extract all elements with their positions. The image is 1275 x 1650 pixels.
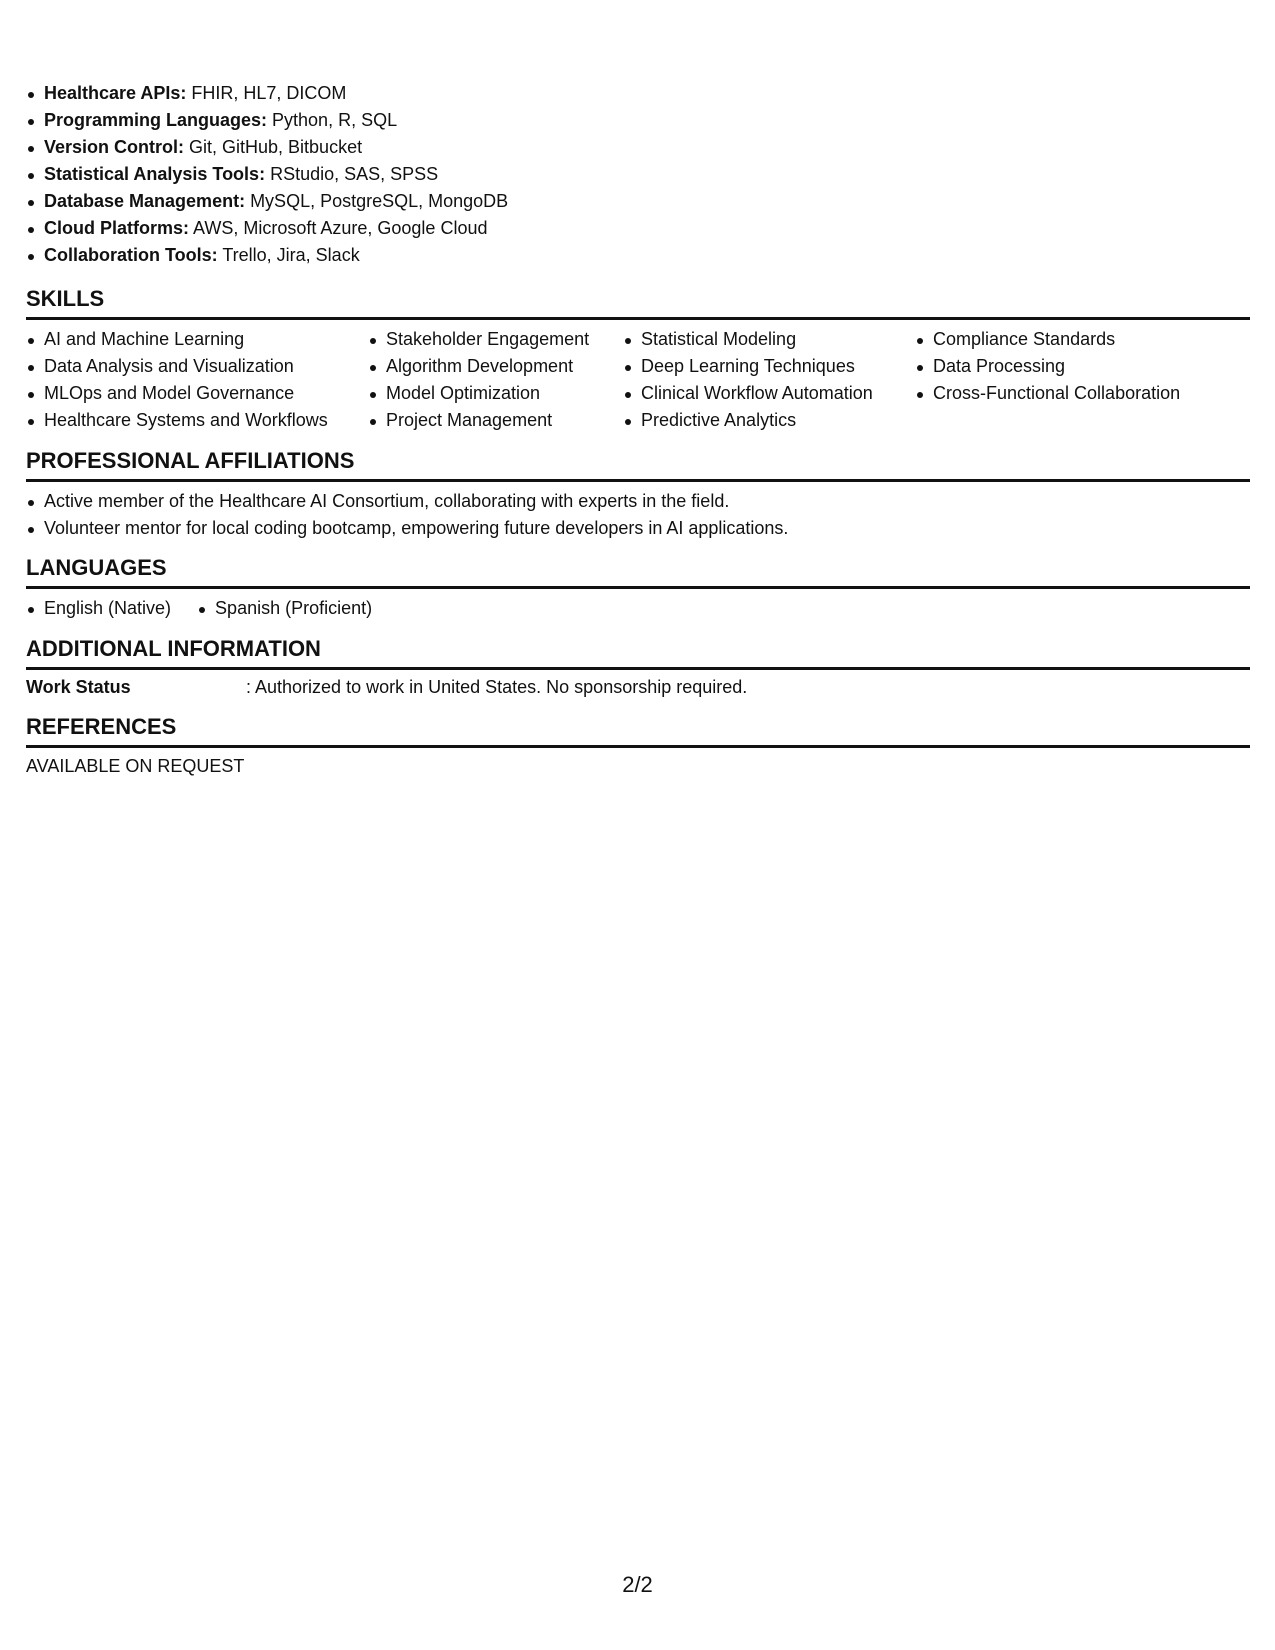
tool-label: Database Management: [44,191,246,211]
section-divider [26,745,1250,748]
skill-item: Healthcare Systems and Workflows [26,407,368,434]
work-status-value: : Authorized to work in United States. No sponsorship required. [246,677,748,697]
tool-value: Git, GitHub, Bitbucket [184,137,363,157]
skill-item: AI and Machine Learning [26,326,368,353]
section-divider [26,667,1250,670]
tool-value: FHIR, HL7, DICOM [186,83,347,103]
skill-item: Data Analysis and Visualization [26,353,368,380]
work-status-row [26,676,1250,698]
skills-heading: SKILLS [26,286,105,311]
skill-item: Data Processing [915,353,1235,380]
tool-item-collaboration-tools [26,242,1250,269]
skills-column [368,326,623,434]
page-number: 2/2 [622,1572,653,1597]
tool-label: Collaboration Tools: [44,245,218,265]
section-divider [26,317,1250,320]
tool-value: Trello, Jira, Slack [217,245,360,265]
tool-value: AWS, Microsoft Azure, Google Cloud [189,218,488,238]
skill-item: Compliance Standards [915,326,1235,353]
language-item: English (Native) [26,595,171,622]
skills-column [26,326,368,434]
language-item: Spanish (Proficient) [197,595,372,622]
skill-item: Algorithm Development [368,353,623,380]
skill-item: MLOps and Model Governance [26,380,368,407]
skill-item: Deep Learning Techniques [623,353,915,380]
affiliations-list [26,488,1250,542]
tool-label: Programming Languages: [44,110,268,130]
tool-label: Cloud Platforms: [44,218,190,238]
skill-item: Statistical Modeling [623,326,915,353]
tool-item-healthcare-apis [26,80,1250,107]
tool-label: Statistical Analysis Tools: [44,164,266,184]
languages-section [26,555,1250,622]
tool-label: Version Control: [44,137,185,157]
skills-section [26,286,1250,434]
section-divider [26,586,1250,589]
tool-value: Python, R, SQL [267,110,398,130]
skill-item: Stakeholder Engagement [368,326,623,353]
technical-tools-list [26,80,1250,269]
affiliation-item: Active member of the Healthcare AI Consortium, collaborating with experts in the field. [26,488,1250,515]
references-heading: REFERENCES [26,714,177,739]
references-text: AVAILABLE ON REQUEST [26,756,245,776]
languages-list [26,595,1250,622]
affiliations-section [26,448,1250,542]
skill-item: Clinical Workflow Automation [623,380,915,407]
languages-heading: LANGUAGES [26,555,167,580]
tool-value: RStudio, SAS, SPSS [265,164,439,184]
skill-item: Cross-Functional Collaboration [915,380,1235,407]
affiliation-item: Volunteer mentor for local coding bootcamp, empowering future developers in AI applications. [26,515,1250,542]
tool-item-cloud-platforms [26,215,1250,242]
references-section [26,714,1250,778]
tool-item-version-control [26,134,1250,161]
skill-item: Predictive Analytics [623,407,915,434]
additional-info-section [26,636,1250,698]
skills-column [623,326,915,434]
skill-item: Model Optimization [368,380,623,407]
tool-label: Healthcare APIs: [44,83,187,103]
tool-item-database-management [26,188,1250,215]
tool-item-programming-languages [26,107,1250,134]
skill-item: Project Management [368,407,623,434]
affiliations-heading: PROFESSIONAL AFFILIATIONS [26,448,355,473]
skills-grid [26,326,1250,434]
tool-item-statistical-tools [26,161,1250,188]
tool-value: MySQL, PostgreSQL, MongoDB [245,191,509,211]
section-divider [26,479,1250,482]
skills-column [915,326,1235,434]
additional-info-heading: ADDITIONAL INFORMATION [26,636,321,661]
work-status-label: Work Status [26,677,131,697]
resume-page [26,80,1250,778]
